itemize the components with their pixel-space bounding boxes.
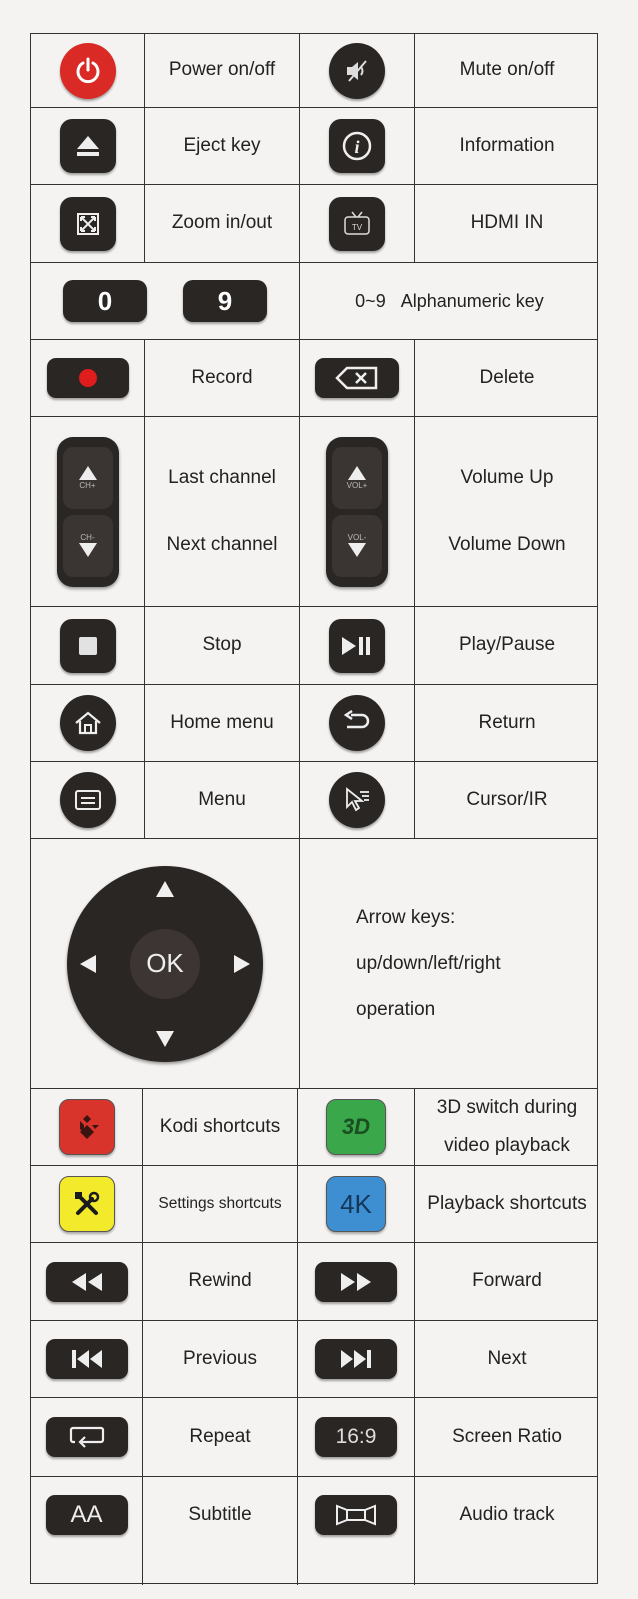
delete-label: Delete xyxy=(479,366,535,388)
range-label: 0~9 xyxy=(355,290,386,311)
cursor-ir-button[interactable] xyxy=(329,772,385,828)
channel-up-button[interactable] xyxy=(63,447,113,509)
subtitle-label: Subtitle xyxy=(188,1504,252,1525)
channel-rocker xyxy=(57,437,119,587)
tools-icon xyxy=(72,1189,102,1219)
rewind-label: Rewind xyxy=(188,1270,252,1292)
return-label: Return xyxy=(478,711,536,733)
next-label: Next xyxy=(487,1347,527,1369)
zoom-icon xyxy=(74,210,102,238)
3d-label-line1: 3D switch during xyxy=(436,1097,578,1118)
tv-icon xyxy=(341,209,373,239)
play-pause-icon xyxy=(340,634,374,658)
arrow-down-button[interactable] xyxy=(155,1030,175,1048)
screen-ratio-button[interactable]: 16:9 xyxy=(315,1417,397,1457)
power-label: Power on/off xyxy=(168,59,276,81)
kodi-label: Kodi shortcuts xyxy=(159,1115,281,1137)
subtitle-icon-text: AA xyxy=(70,1501,103,1528)
fast-forward-icon xyxy=(338,1271,374,1293)
row-subtitle-audio xyxy=(31,1477,597,1585)
row-zoom-hdmi xyxy=(31,185,597,263)
power-icon xyxy=(73,56,103,86)
row-alphanumeric xyxy=(31,263,597,340)
repeat-icon xyxy=(68,1425,106,1449)
key-9-button[interactable]: 9 xyxy=(183,280,267,322)
info-label: Information xyxy=(459,134,555,156)
cursor-icon xyxy=(342,785,372,815)
3d-label-line2: video playback xyxy=(444,1135,570,1156)
home-button[interactable] xyxy=(60,695,116,751)
3d-button[interactable] xyxy=(326,1099,386,1155)
row-menu-cursor xyxy=(31,762,597,839)
volume-up-label: Volume Up xyxy=(460,466,554,488)
stop-icon xyxy=(76,634,100,658)
play-pause-label: Play/Pause xyxy=(458,634,556,656)
rewind-button[interactable] xyxy=(46,1262,128,1302)
row-record-delete xyxy=(31,340,597,417)
key-0-button[interactable]: 0 xyxy=(63,280,147,322)
zoom-button[interactable] xyxy=(60,197,116,251)
playback-label: Playback shortcuts xyxy=(427,1192,587,1214)
repeat-button[interactable] xyxy=(46,1417,128,1457)
svg-text:i: i xyxy=(354,137,360,157)
record-button[interactable] xyxy=(47,358,129,398)
mute-icon xyxy=(342,56,372,86)
3d-icon-text: 3D xyxy=(341,1114,371,1139)
audio-track-button[interactable] xyxy=(315,1495,397,1535)
4k-icon-text: 4K xyxy=(340,1188,372,1219)
mute-label: Mute on/off xyxy=(459,59,555,81)
arrow-keys-line1: Arrow keys: xyxy=(356,906,456,928)
arrow-left-button[interactable] xyxy=(79,954,97,974)
row-stop-play xyxy=(31,607,597,685)
row-repeat-ratio xyxy=(31,1398,597,1477)
arrow-up-button[interactable] xyxy=(155,880,175,898)
row-channel-volume xyxy=(31,417,597,607)
subtitle-button[interactable] xyxy=(46,1495,128,1535)
menu-icon xyxy=(73,788,103,812)
arrow-down-icon xyxy=(347,542,367,558)
eject-label: Eject key xyxy=(183,134,261,156)
info-button[interactable] xyxy=(329,119,385,173)
arrow-up-icon xyxy=(78,465,98,481)
next-channel-label: Next channel xyxy=(166,534,278,555)
backspace-icon xyxy=(334,365,380,391)
settings-label: Settings shortcuts xyxy=(158,1195,282,1213)
row-arrow-keys xyxy=(31,839,597,1089)
hdmi-label: HDMI IN xyxy=(470,212,544,234)
menu-label: Menu xyxy=(198,788,246,810)
settings-button[interactable] xyxy=(59,1176,115,1232)
power-button[interactable] xyxy=(60,43,116,99)
row-kodi-3d xyxy=(31,1089,597,1166)
return-button[interactable] xyxy=(329,695,385,751)
cursor-ir-label: Cursor/IR xyxy=(466,788,548,810)
play-pause-button[interactable] xyxy=(329,619,385,673)
audio-track-label: Audio track xyxy=(459,1504,555,1525)
volume-down-label: Volume Down xyxy=(448,534,566,555)
row-power-mute xyxy=(31,34,597,108)
stop-button[interactable] xyxy=(60,619,116,673)
record-icon xyxy=(77,367,99,389)
stop-label: Stop xyxy=(202,634,242,656)
4k-button[interactable] xyxy=(326,1176,386,1232)
ok-button[interactable]: OK xyxy=(130,929,200,999)
ch-plus-text: CH+ xyxy=(79,481,96,490)
row-home-return xyxy=(31,685,597,762)
row-eject-info xyxy=(31,108,597,185)
volume-up-button[interactable] xyxy=(332,447,382,509)
arrow-down-icon xyxy=(78,542,98,558)
mute-button[interactable] xyxy=(329,43,385,99)
skip-back-icon xyxy=(69,1348,105,1370)
last-channel-label: Last channel xyxy=(168,466,276,488)
row-rewind-forward xyxy=(31,1243,597,1321)
forward-label: Forward xyxy=(472,1270,542,1292)
repeat-label: Repeat xyxy=(189,1425,251,1447)
tv-icon-text: TV xyxy=(351,222,363,232)
volume-down-button[interactable] xyxy=(332,515,382,577)
eject-button[interactable] xyxy=(60,119,116,173)
audio-track-icon xyxy=(334,1502,378,1528)
info-icon xyxy=(341,130,373,162)
channel-down-button[interactable] xyxy=(63,515,113,577)
remote-key-table xyxy=(30,33,598,1584)
volume-rocker xyxy=(326,437,388,587)
skip-forward-icon xyxy=(338,1348,374,1370)
home-icon xyxy=(73,709,103,737)
zoom-label: Zoom in/out xyxy=(171,212,273,234)
directional-pad xyxy=(67,866,263,1062)
eject-icon xyxy=(74,133,102,159)
return-icon xyxy=(342,710,372,736)
delete-button[interactable] xyxy=(315,358,399,398)
hdmi-in-button[interactable] xyxy=(329,197,385,251)
home-label: Home menu xyxy=(170,711,274,733)
menu-button[interactable] xyxy=(60,772,116,828)
vol-minus-text: VOL- xyxy=(347,533,367,542)
arrow-keys-line3: operation xyxy=(356,998,436,1020)
next-button[interactable] xyxy=(315,1339,397,1379)
record-label: Record xyxy=(191,366,253,388)
ch-minus-text: CH- xyxy=(80,533,95,542)
screen-ratio-label: Screen Ratio xyxy=(452,1425,562,1447)
vol-plus-text: VOL+ xyxy=(346,481,368,490)
row-previous-next xyxy=(31,1321,597,1398)
previous-label: Previous xyxy=(183,1347,257,1369)
arrow-right-button[interactable] xyxy=(233,954,251,974)
previous-button[interactable] xyxy=(46,1339,128,1379)
kodi-icon xyxy=(72,1112,102,1142)
alphanumeric-label: Alphanumeric key xyxy=(400,290,544,311)
rewind-icon xyxy=(69,1271,105,1293)
arrow-keys-line2: up/down/left/right xyxy=(356,952,501,974)
kodi-button[interactable] xyxy=(59,1099,115,1155)
arrow-up-icon xyxy=(347,465,367,481)
row-settings-playback xyxy=(31,1166,597,1243)
forward-button[interactable] xyxy=(315,1262,397,1302)
